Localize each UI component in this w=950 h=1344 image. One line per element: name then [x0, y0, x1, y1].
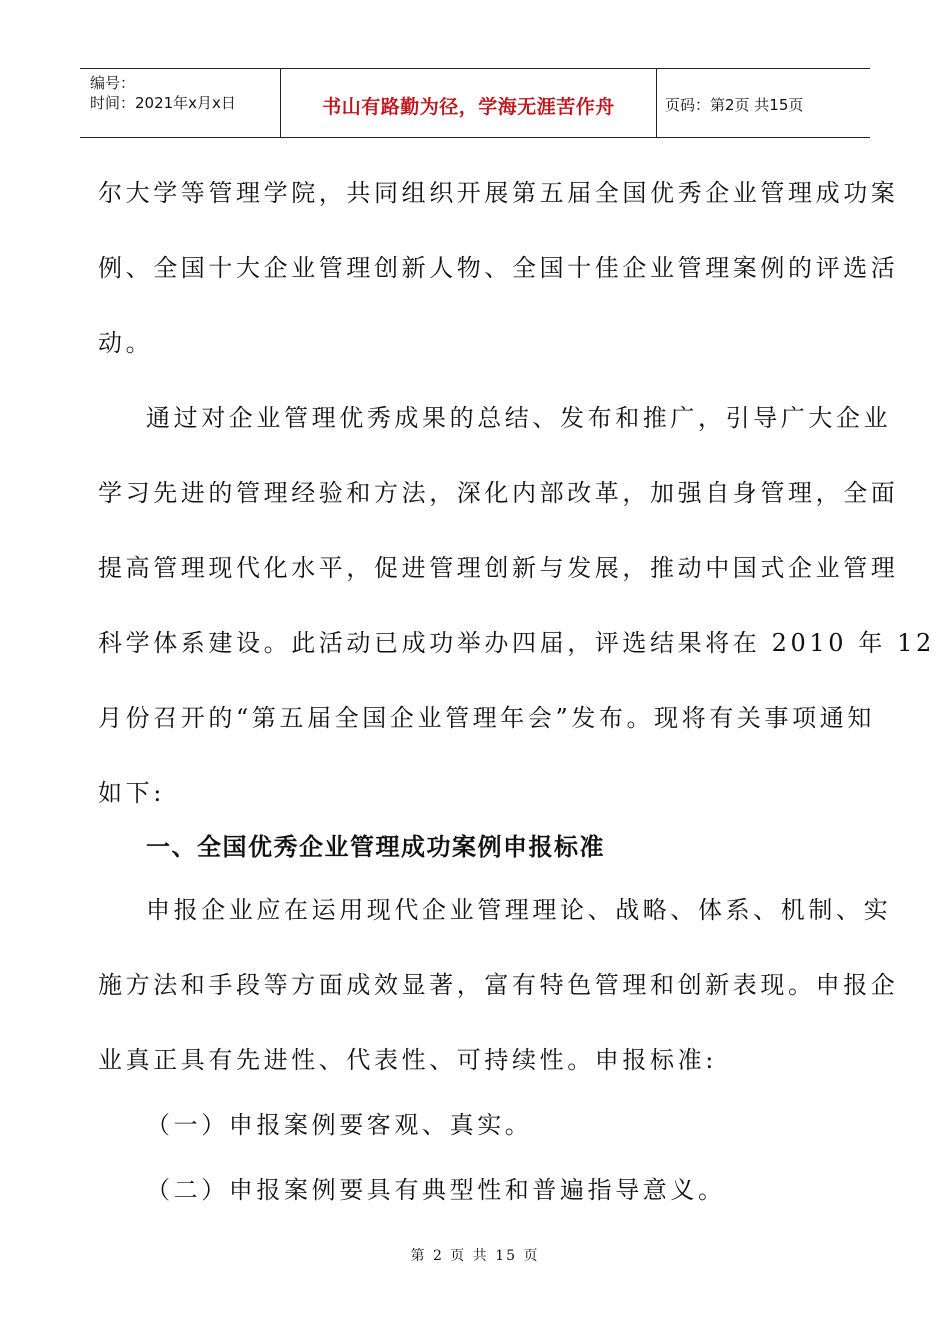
body-line: 动。 [98, 329, 154, 357]
body-line: 科学体系建设。此活动已成功举办四届，评选结果将在 2010 年 12 [98, 629, 935, 657]
document-header [80, 68, 870, 138]
header-page-info: 页码：第2页 共15页 [665, 95, 804, 114]
header-motto: 书山有路勤为径，学海无涯苦作舟 [322, 95, 615, 118]
header-motto-cell [281, 69, 657, 137]
body-line: 通过对企业管理优秀成果的总结、发布和推广，引导广大企业 [146, 404, 892, 432]
document-number-label: 编号： [90, 74, 136, 92]
body-line: 施方法和手段等方面成效显著，富有特色管理和创新表现。申报企 [98, 971, 899, 999]
header-meta-cell [80, 69, 281, 137]
list-item: （一）申报案例要客观、真实。 [146, 1111, 533, 1139]
body-line: 学习先进的管理经验和方法，深化内部改革，加强自身管理，全面 [98, 479, 899, 507]
section-heading: 一、全国优秀企业管理成功案例申报标准 [146, 833, 605, 861]
body-line: 尔大学等管理学院，共同组织开展第五届全国优秀企业管理成功案 [98, 179, 899, 207]
header-page-cell [657, 69, 870, 137]
body-line: 如下: [98, 779, 165, 807]
body-line: 申报企业应在运用现代企业管理理论、战略、体系、机制、实 [146, 896, 892, 924]
body-line: 提高管理现代化水平，促进管理创新与发展，推动中国式企业管理 [98, 554, 899, 582]
page-footer: 第 2 页 共 15 页 [410, 1248, 540, 1264]
body-line: 例、全国十大企业管理创新人物、全国十佳企业管理案例的评选活 [98, 254, 899, 282]
body-line: 月份召开的“第五届全国企业管理年会”发布。现将有关事项通知 [98, 704, 875, 732]
list-item: （二）申报案例要具有典型性和普遍指导意义。 [146, 1176, 726, 1204]
body-line: 业真正具有先进性、代表性、可持续性。申报标准: [98, 1046, 717, 1074]
document-date-label: 时间：2021年x月x日 [90, 94, 236, 112]
